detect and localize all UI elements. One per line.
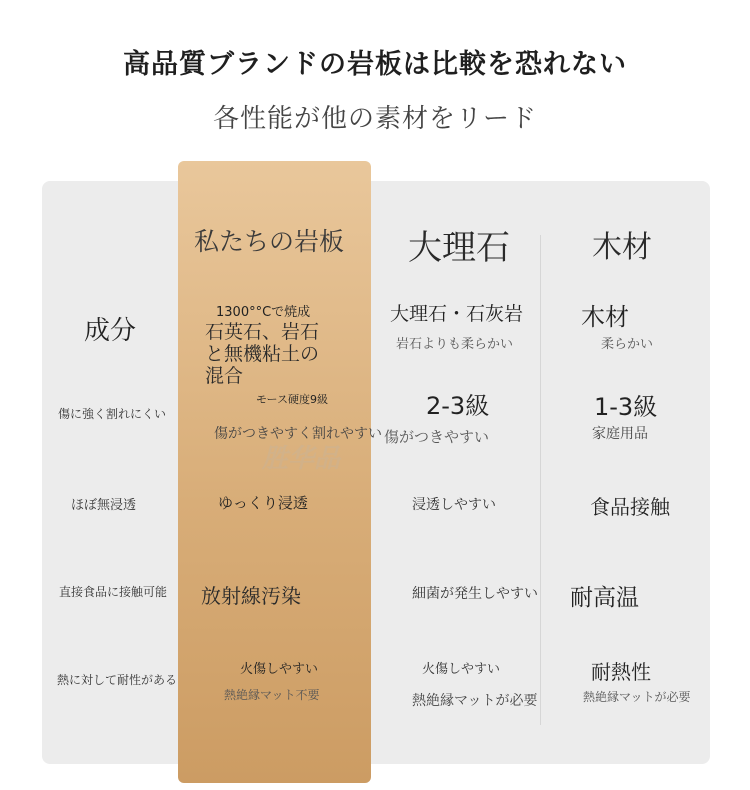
row-label-scratch: 傷に強く割れにくい xyxy=(58,407,167,421)
marble-composition-note: 岩石よりも柔らかい xyxy=(396,337,514,352)
column-header-ours: 私たちの岩板 xyxy=(194,227,345,256)
ours-composition-note: 1300°°Cで焼成 xyxy=(216,305,311,320)
ours-heat: 火傷しやすい xyxy=(240,662,319,677)
ours-food-contact: 放射線汚染 xyxy=(201,584,301,608)
ours-heat-note: 熱絶縁マット不要 xyxy=(224,688,320,702)
wood-scratch: 1-3級 xyxy=(594,393,658,421)
ours-composition: 石英石、岩石と無機粘土の混合 xyxy=(205,321,320,387)
ours-scratch-note: モース硬度9級 xyxy=(256,393,329,406)
row-label-food-contact: 直接食品に接触可能 xyxy=(59,585,168,599)
marble-scratch: 2-3級 xyxy=(426,392,490,420)
wood-composition: 木材 xyxy=(581,303,629,331)
ours-scratch: 傷がつきやすく割れやすい xyxy=(214,426,382,442)
ours-penetration: ゆっくり浸透 xyxy=(218,494,308,512)
wood-heat: 耐熱性 xyxy=(591,660,651,684)
column-header-marble: 大理石 xyxy=(408,228,510,268)
marble-scratch-note: 傷がつきやすい xyxy=(384,428,490,446)
row-label-penetration: ほぼ無浸透 xyxy=(71,498,137,513)
column-header-wood: 木材 xyxy=(592,230,652,265)
wood-penetration: 食品接触 xyxy=(590,495,670,519)
marble-heat-note: 熱絶縁マットが必要 xyxy=(412,693,538,709)
marble-food-contact: 細菌が発生しやすい xyxy=(412,586,538,602)
column-divider xyxy=(540,235,541,725)
marble-composition: 大理石・石灰岩 xyxy=(390,303,524,325)
page-title: 高品質ブランドの岩板は比較を恐れない xyxy=(123,49,627,80)
row-label-heat: 熱に対して耐性がある xyxy=(57,673,178,687)
wood-scratch-note: 家庭用品 xyxy=(592,426,648,442)
wood-composition-note: 柔らかい xyxy=(601,337,654,352)
marble-penetration: 浸透しやすい xyxy=(412,497,496,513)
wood-heat-note: 熱絶縁マットが必要 xyxy=(583,690,691,704)
row-label-composition: 成分 xyxy=(84,316,137,346)
watermark: 胜华品 xyxy=(262,444,341,474)
wood-food-contact: 耐高温 xyxy=(570,585,639,611)
marble-heat: 火傷しやすい xyxy=(422,662,501,677)
page-subtitle: 各性能が他の素材をリード xyxy=(212,104,537,134)
